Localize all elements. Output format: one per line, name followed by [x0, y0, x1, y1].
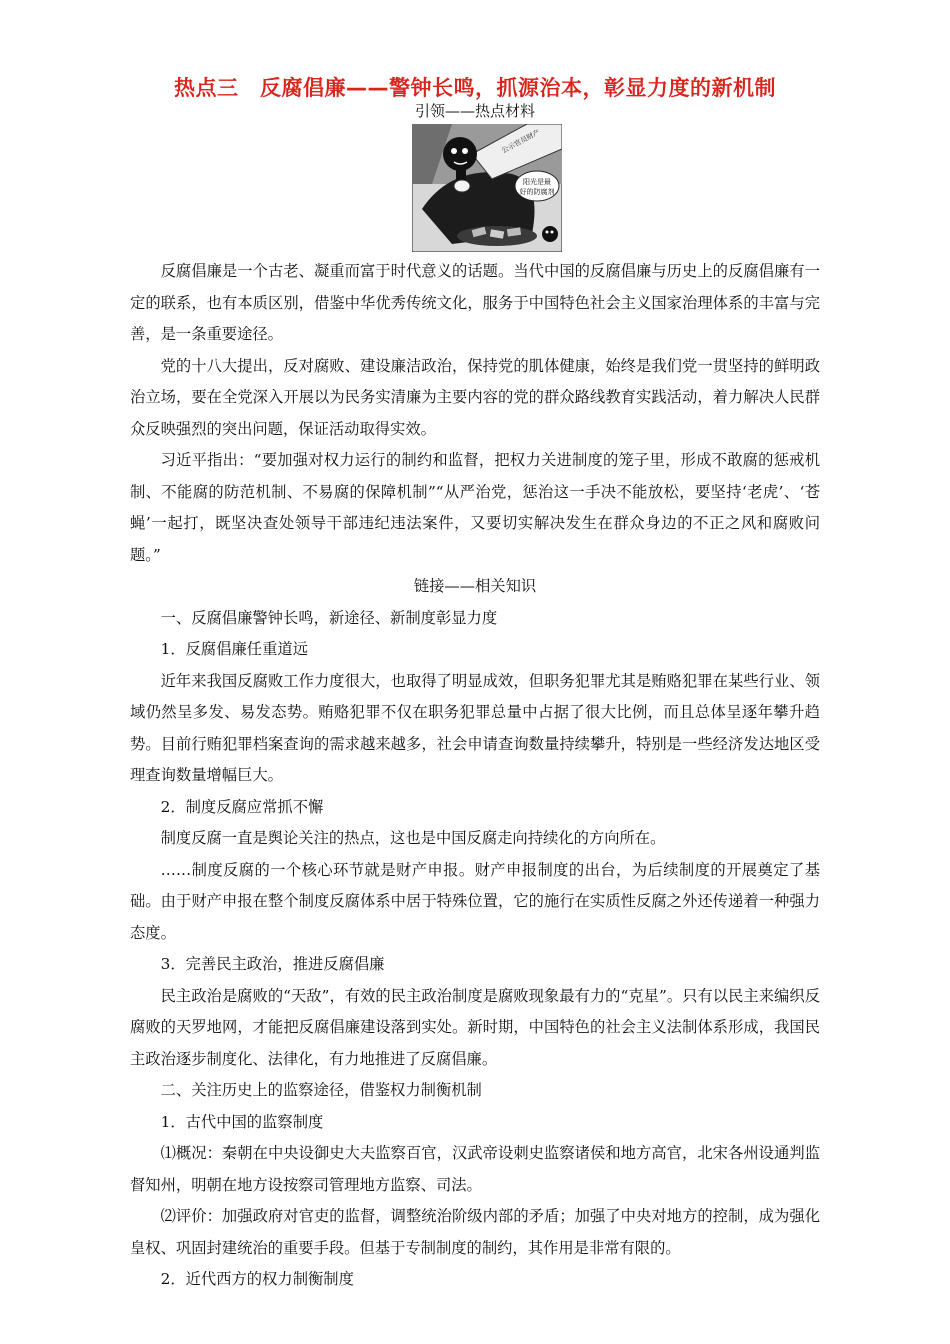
paragraph: 制度反腐一直是舆论关注的热点，这也是中国反腐走向持续化的方向所在。	[160, 829, 666, 847]
paragraph: 近年来我国反腐败工作力度很大，也取得了明显成效，但职务犯罪尤其是贿赂犯罪在某些行业、领域仍然呈多发、易发态势。贿赂犯罪不仅在职务犯罪总量中占据了很大比例，而且总体呈逐年攀升趋势。目前行贿犯罪档案查询的需求越来越多，社会申请查询数量持续攀升，特别是一些经济发达地区受理查询数量增幅巨大。	[130, 671, 820, 784]
heading-level2: 1．古代中国的监察制度	[160, 1112, 324, 1131]
paragraph: ……制度反腐的一个核心环节就是财产申报。财产申报制度的出台，为后续制度的开展奠定了基础。由于财产申报在整个制度反腐体系中居于特殊位置，它的施行在实质性反腐之外还传递着一种强力态度。	[130, 860, 820, 942]
section-heading-lead: 引领——热点材料	[414, 102, 535, 120]
paragraph: 反腐倡廉是一个古老、凝重而富于时代意义的话题。当代中国的反腐倡廉与历史上的反腐倡廉有一定的联系，也有本质区别，借鉴中华优秀传统文化，服务于中国特色社会主义国家治理体系的丰富与完善，是一条重要途径。	[130, 262, 820, 343]
cartoon-bubble-line1: 阳光是最	[523, 178, 551, 186]
paragraph: ⑴概况：秦朝在中央设御史大夫监察百官，汉武帝设刺史监察诸侯和地方高官，北宋各州设通判监督知州，明朝在地方设按察司管理地方监察、司法。	[130, 1144, 820, 1194]
cartoon-bubble-line2: 好的防腐剂	[519, 188, 555, 196]
article-body	[130, 256, 820, 1296]
page-title: 热点三 反腐倡廉——警钟长鸣，抓源治本，彰显力度的新机制	[174, 76, 776, 100]
heading-level2: 3．完善民主政治，推进反腐倡廉	[160, 955, 385, 973]
paragraph: 党的十八大提出，反对腐败、建设廉洁政治，保持党的肌体健康，始终是我们党一贯坚持的鲜明政治立场，要在全党深入开展以为民务实清廉为主要内容的党的群众路线教育实践活动，着力解决人民群众反映强烈的突出问题，保证活动取得实效。	[130, 356, 820, 438]
heading-level2: 2．近代西方的权力制衡制度	[160, 1270, 354, 1288]
heading-level1: 二、关注历史上的监察途径，借鉴权力制衡机制	[160, 1081, 482, 1099]
paragraph: ⑵评价：加强政府对官吏的监督，调整统治阶级内部的矛盾；加强了中央对地方的控制，成为强化皇权、巩固封建统治的重要手段。但基于专制制度的制约，其作用是非常有限的。	[130, 1207, 820, 1257]
cartoon-illustration	[412, 124, 562, 252]
heading-level2: 2．制度反腐应常抓不懈	[160, 797, 324, 816]
heading-level2: 1．反腐倡廉任重道远	[160, 640, 308, 658]
section-heading-link: 链接——相关知识	[413, 577, 537, 595]
cartoon-badge-text: 公示官员财产	[500, 128, 542, 155]
paragraph: 民主政治是腐败的“天敌”，有效的民主政治制度是腐败现象最有力的“克星”。只有以民主来编织反腐败的天罗地网，才能把反腐倡廉建设落到实处。新时期，中国特色的社会主义法制体系形成，我国民主政治逐步制度化、法律化，有力地推进了反腐倡廉。	[130, 986, 820, 1068]
paragraph: 习近平指出：“要加强对权力运行的制约和监督，把权力关进制度的笼子里，形成不敢腐的惩戒机制、不能腐的防范机制、不易腐的保障机制”“从严治党，惩治这一手决不能放松，要坚持‘老虎’、‘苍蝇’一起打，既坚决查处领导干部违纪违法案件，又要切实解决发生在群众身边的不正之风和腐败问题。”	[130, 451, 820, 564]
heading-level1: 一、反腐倡廉警钟长鸣，新途径、新制度彰显力度	[160, 608, 498, 627]
